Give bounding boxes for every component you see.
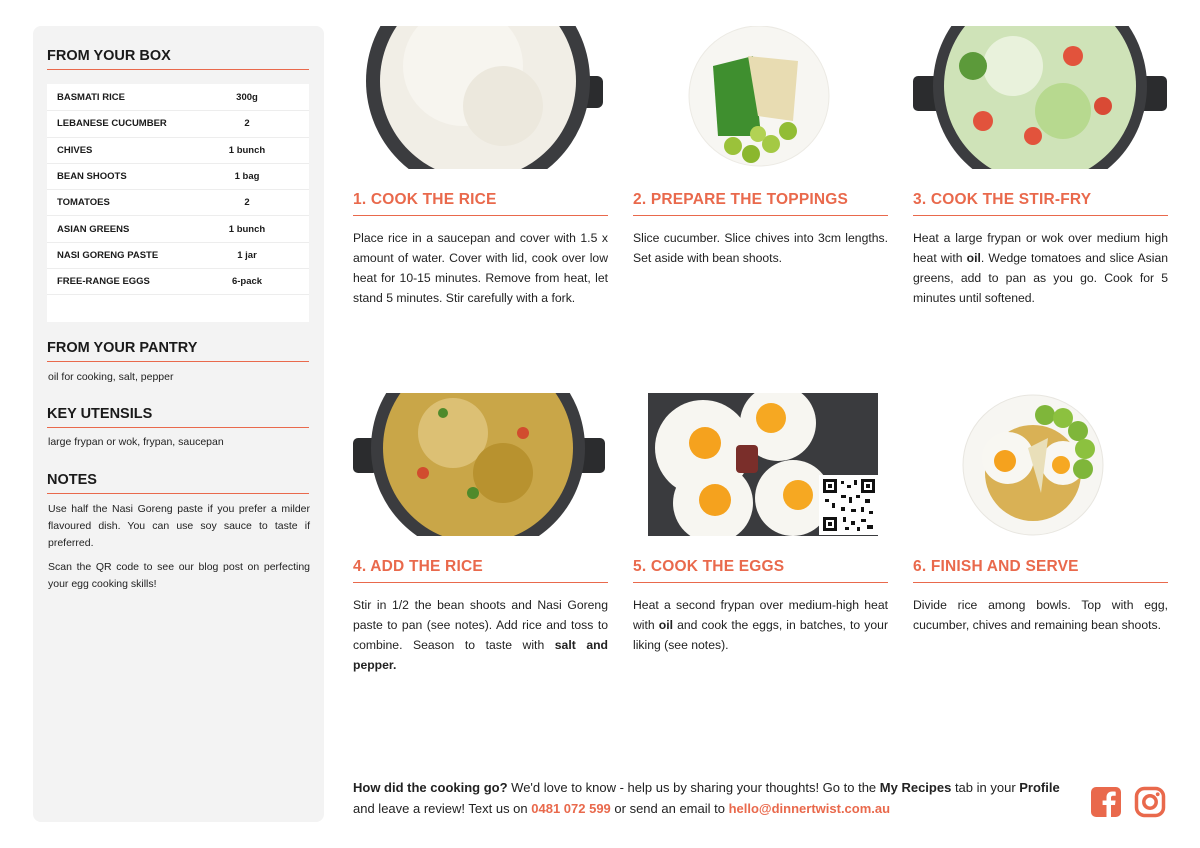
ingredient-qty: 2 (244, 118, 250, 130)
ingredient-name: NASI GORENG PASTE (57, 249, 159, 261)
table-row (47, 190, 309, 216)
step-text: Divide rice among bowls. Top with egg, cucumber, chives and remaining bean shoots. (913, 598, 1168, 632)
step-title: 5. COOK THE EGGS (633, 558, 888, 583)
step-text: Stir in 1/2 the bean shoots and Nasi Goreng paste to pan (see notes). Add rice and toss to combine. Season to taste with salt and pepper. (353, 598, 608, 672)
step-photo (913, 393, 1168, 536)
step-title: 4. ADD THE RICE (353, 558, 608, 583)
step-card (913, 26, 1168, 308)
stir-fry-pan-image (913, 26, 1168, 169)
step-text: Heat a second frypan over medium-high heat with oil and cook the eggs, in batches, to your liking (see notes). (633, 598, 889, 652)
table-row (47, 243, 309, 269)
step-photo (353, 393, 608, 536)
ingredients-sidebar (33, 26, 324, 822)
step-text: Slice cucumber. Slice chives into 3cm lengths. Set aside with bean shoots. (633, 231, 888, 265)
table-row (47, 269, 309, 295)
table-row (47, 85, 309, 111)
ingredient-name: LEBANESE CUCUMBER (57, 118, 167, 130)
step-photo (633, 393, 888, 536)
profile-link[interactable]: Profile (1019, 780, 1060, 795)
pantry-text: oil for cooking, salt, pepper (48, 371, 174, 383)
step-title: 3. COOK THE STIR-FRY (913, 191, 1168, 216)
table-row (47, 164, 309, 190)
table-row (47, 138, 309, 164)
step-photo (353, 26, 608, 169)
ingredient-qty: 1 bunch (228, 144, 266, 156)
my-recipes-link[interactable]: My Recipes (879, 780, 952, 795)
phone-number-link[interactable]: 0481 072 599 (531, 801, 611, 816)
step-text: Heat a large frypan or wok over medium high heat with oil. Wedge tomatoes and slice Asian greens, add to pan as you go. Cook for 5 minutes until softened. (913, 231, 1169, 305)
ingredient-qty: 2 (244, 197, 250, 209)
ingredient-qty: 1 bunch (228, 223, 266, 235)
table-row (47, 216, 309, 242)
fried-rice-pan-image (353, 393, 608, 536)
rice-pan-image (353, 26, 608, 169)
ingredient-name: CHIVES (57, 144, 93, 156)
step-card (913, 393, 1168, 635)
ingredient-name: BASMATI RICE (57, 92, 125, 104)
step-photo (913, 26, 1168, 169)
step-title: 2. PREPARE THE TOPPINGS (633, 191, 888, 216)
ingredient-qty: 1 jar (237, 249, 257, 261)
facebook-icon[interactable] (1090, 786, 1122, 823)
ingredient-name: BEAN SHOOTS (57, 171, 127, 183)
ingredient-name: ASIAN GREENS (57, 223, 130, 235)
step-card (633, 26, 888, 268)
feedback-question: How did the cooking go? (353, 780, 508, 795)
ingredient-name: TOMATOES (57, 197, 110, 209)
ingredient-qty: 6-pack (231, 276, 263, 288)
email-link[interactable]: hello@dinnertwist.com.au (728, 801, 891, 816)
instagram-icon[interactable] (1134, 786, 1166, 823)
step-title: 6. FINISH AND SERVE (913, 558, 1168, 583)
notes-paragraph: Scan the QR code to see our blog post on perfecting your egg cooking skills! (48, 561, 310, 590)
step-text: Place rice in a saucepan and cover with 1.5 x amount of water. Cover with lid, cook over low heat for 10-15 minutes. Remove from heat, let stand 5 minutes. Stir carefully with a fork. (353, 231, 608, 305)
feedback-footer: How did the cooking go? We'd love to know - help us by sharing your thoughts! Go to the My Recipes tab in your Profile and leave a review! Text us on 0481 072 599 or send an email to hello@dinnertwist.com.au (353, 780, 1060, 816)
table-row (47, 111, 309, 137)
from-your-pantry-heading: FROM YOUR PANTRY (47, 340, 309, 362)
step-card (633, 393, 888, 655)
served-bowl-image (913, 393, 1168, 536)
ingredient-qty: 300g (236, 92, 258, 104)
ingredient-name: FREE-RANGE EGGS (57, 276, 150, 288)
notes-paragraph: Use half the Nasi Goreng paste if you prefer a milder flavoured dish. You can use soy sauce to taste if preferred. (48, 503, 310, 549)
step-card (353, 393, 608, 675)
toppings-plate-image (633, 26, 888, 169)
step-card (353, 26, 608, 308)
step-photo (633, 26, 888, 169)
key-utensils-heading: KEY UTENSILS (47, 406, 309, 428)
utensils-text: large frypan or wok, frypan, saucepan (48, 436, 224, 448)
from-your-box-heading: FROM YOUR BOX (47, 48, 309, 70)
step-title: 1. COOK THE RICE (353, 191, 608, 216)
qr-code-icon[interactable] (819, 475, 879, 535)
ingredient-qty: 1 bag (234, 171, 260, 183)
ingredients-table (47, 84, 309, 322)
notes-heading: NOTES (47, 472, 309, 494)
